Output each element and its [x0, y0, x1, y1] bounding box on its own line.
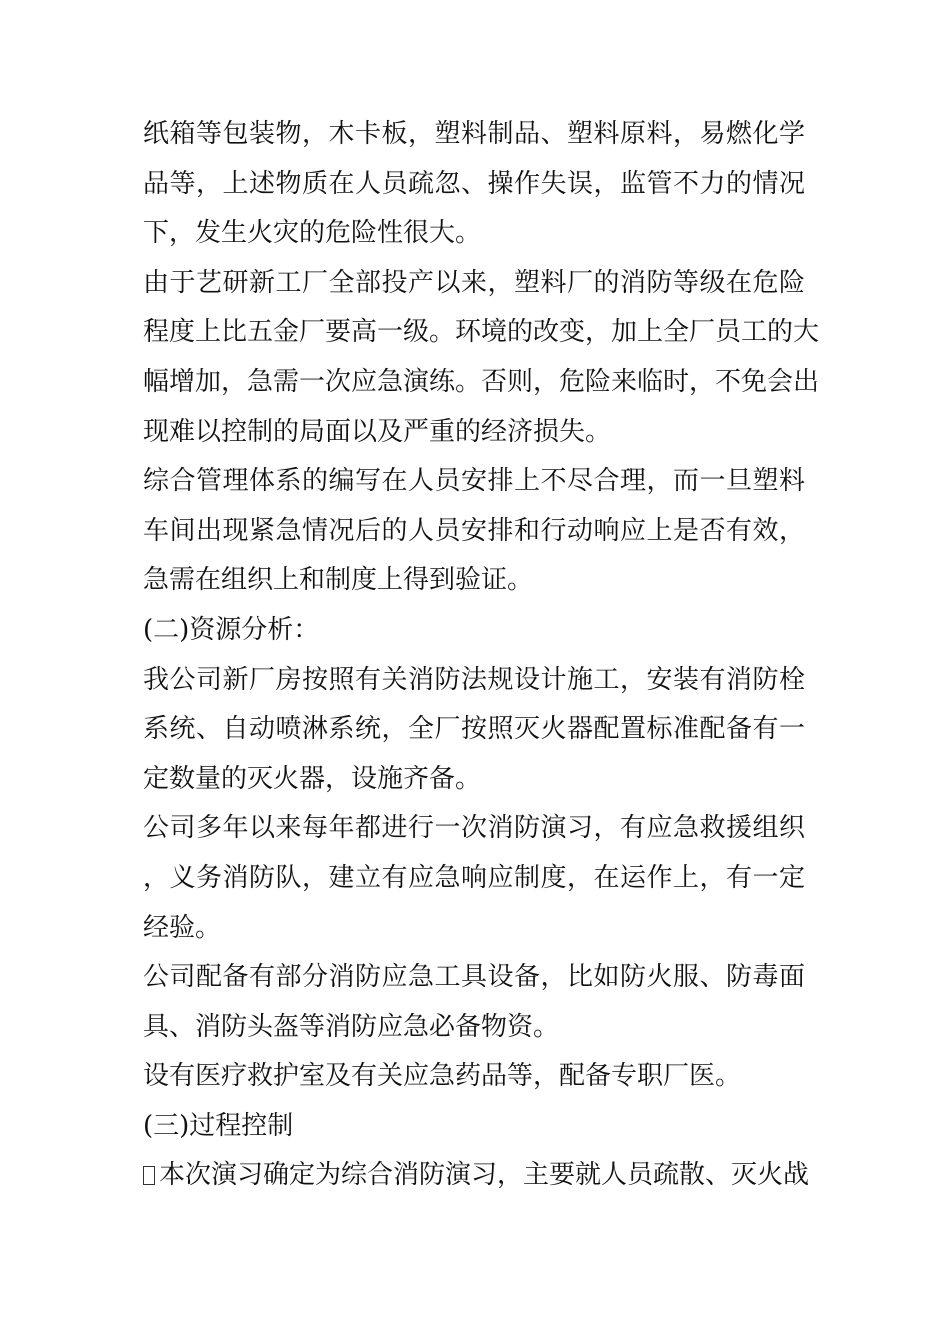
text-line: 经验。: [143, 912, 222, 943]
text-line: 现难以控制的局面以及严重的经济损失。: [143, 416, 612, 447]
text-line: 纸箱等包装物，木卡板，塑料制品、塑料原料，易燃化学: [143, 119, 805, 149]
text-line: 综合管理体系的编写在人员安排上不尽合理，而一旦塑料: [143, 466, 805, 497]
text-line: 本次演习确定为综合消防演习，主要就人员疏散、灭火战: [143, 1151, 805, 1201]
section-heading: (二)资源分析：: [143, 614, 320, 645]
document-body: [143, 110, 820, 1201]
text-line: 品等，上述物质在人员疏忽、操作失误，监管不力的情况: [143, 168, 805, 199]
text-line: 急需在组织上和制度上得到验证。: [143, 565, 534, 596]
text-line: ，义务消防队，建立有应急响应制度，在运作上，有一定: [143, 862, 805, 893]
text-line: 定数量的灭火器，设施齐备。: [143, 763, 482, 794]
text-line: 程度上比五金厂要高一级。环境的改变，加上全厂员工的大: [143, 317, 820, 348]
text-line: 设有医疗救护室及有关应急药品等，配备专职厂医。: [143, 1061, 742, 1092]
text-line: 公司多年以来每年都进行一次消防演习，有应急救援组织: [143, 813, 805, 844]
section-heading: (三)过程控制: [143, 1110, 294, 1141]
text-line: 幅增加，急需一次应急演练。否则，危险来临时，不免会出: [143, 366, 820, 397]
text-line: 车间出现紧急情况后的人员安排和行动响应上是否有效，: [143, 515, 805, 546]
text-line: 系统、自动喷淋系统，全厂按照灭火器配置标准配备有一: [143, 714, 805, 745]
text-line: 我公司新厂房按照有关消防法规设计施工，安装有消防栓: [143, 664, 805, 695]
text-line: 具、消防头盔等消防应急必备物资。: [143, 1011, 560, 1042]
missing-glyph-box-icon: [143, 1166, 155, 1185]
text-line: 下，发生火灾的危险性很大。: [143, 218, 482, 249]
text-line: 由于艺研新工厂全部投产以来，塑料厂的消防等级在危险: [143, 267, 805, 298]
text-line: 公司配备有部分消防应急工具设备，比如防火服、防毒面: [143, 962, 805, 993]
